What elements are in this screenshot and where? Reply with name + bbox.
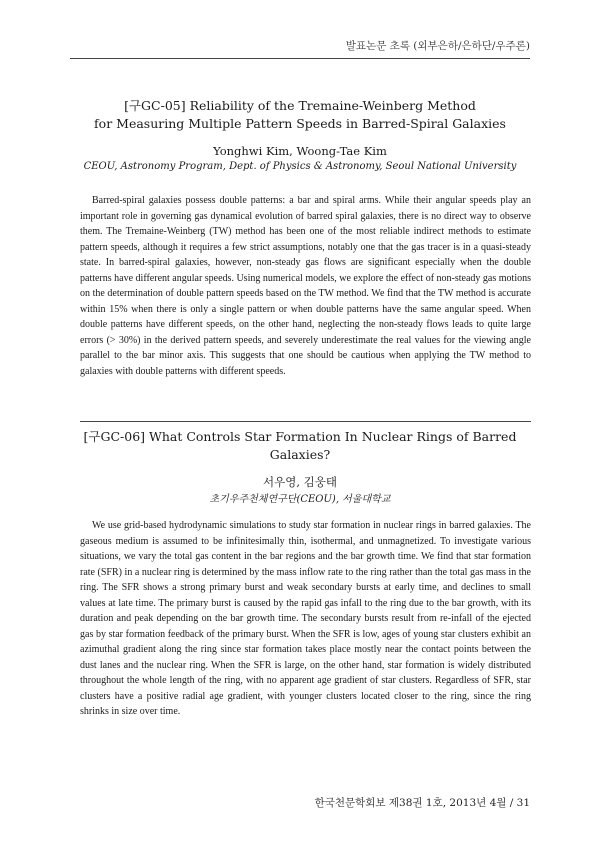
article1-affiliation: CEOU, Astronomy Program, Dept. of Physics & Astronomy, Seoul National University <box>83 161 517 172</box>
article1-title <box>70 97 530 133</box>
article2-authors: 서우영, 김웅태 <box>263 475 337 489</box>
page-footer: 한국천문학회보 제38권 1호, 2013년 4월 / 31 <box>314 797 530 809</box>
article1-title-line2: for Measuring Multiple Pattern Speeds in Barred-Spiral Galaxies <box>94 116 506 131</box>
section-divider <box>80 421 531 422</box>
running-header: 발표논문 초록 (외부은하/은하단/우주론) <box>345 40 530 52</box>
article2-affiliation: 초기우주천체연구단(CEOU), 서울대학교 <box>209 494 391 505</box>
article2-title-line1: [구GC-06] What Controls Star Formation In Nuclear Rings of Barred <box>83 429 517 444</box>
article1-abstract: Barred-spiral galaxies possess double patterns: a bar and spiral arms. While their angular speeds play an important role in governing gas dynamical evolution of barred spiral galaxies, there is no direct way to observe them. The Tremaine-Weinberg (TW) method has been one of the most reliable indirect methods to estimate pattern speeds, although it requires a few strict assumptions, notably one that the gas tracer is in a quasi-steady state. In barred-spiral galaxies, however, non-steady gas flows are significant especially when the double patterns have different angular speeds. Using numerical models, we explore the effect of non-steady gas motions on the determination of double pattern speeds based on the TW method. We find that the TW method is accurate within 15% when there is only a single pattern or when double patterns have the same angular speed. When double patterns have different speeds, on the other hand, neglecting the non-steady flows leads to quite large errors (> 30%) in the derived pattern speeds, and severely underestimate the real values for the viewing angle parallel to the bar minor axis. This suggests that one should be cautious when applying the TW method to galaxies with double patterns with different speeds. <box>80 195 531 377</box>
article2-title <box>70 428 530 464</box>
article1-title-line1: [구GC-05] Reliability of the Tremaine-Weinberg Method <box>124 98 476 113</box>
article1-authors: Yonghwi Kim, Woong-Tae Kim <box>213 144 387 158</box>
article2-title-line2: Galaxies? <box>269 447 331 462</box>
header-rule <box>70 58 530 59</box>
article2-abstract: We use grid-based hydrodynamic simulations to study star formation in nuclear rings in barred galaxies. The gaseous medium is assumed to be infinitesimally thin, isothermal, and unmagnetized. To investigate various situations, we vary the total gas content in the bar regions and the bar growth time. We find that star formation rate (SFR) in a nuclear ring is determined by the mass inflow rate to the ring rather than the total gas mass in the ring. The SFR shows a strong primary burst and weak secondary bursts at early time, and declines to small values at late time. The primary burst is caused by the rapid gas infall to the ring due to the bar growth, with its duration and peak depending on the bar growth time. The secondary bursts result from re-infall of the ejected gas by star formation feedback of the primary burst. When the SFR is low, ages of young star clusters exhibit an azimuthal gradient along the ring since star formation takes place mostly near the contact points between the dust lanes and the nuclear ring. When the SFR is large, on the other hand, star formation is widely distributed throughout the whole length of the ring, with no apparent age gradient of star clusters. Regardless of SFR, star clusters have a positive radial age gradient, with younger clusters located closer to the ring, since the ring shrinks in size over time. <box>80 520 531 717</box>
